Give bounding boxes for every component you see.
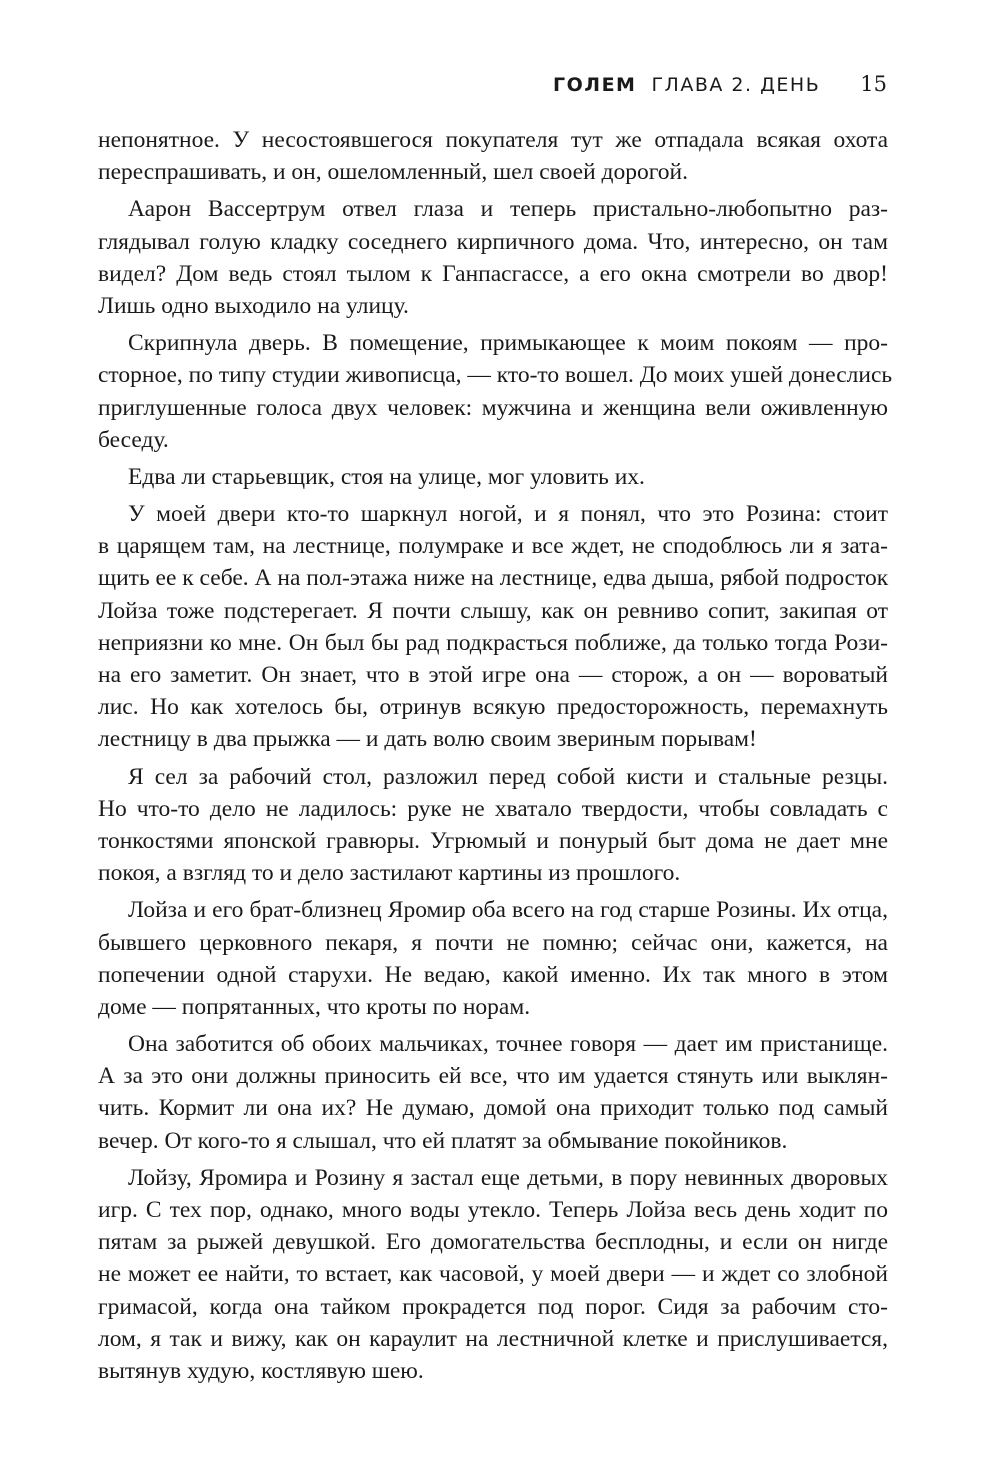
book-title: ГОЛЕМ (553, 74, 637, 96)
text-line: пятам за рыжей девушкой. Его домогательства бесплодны, и если он нигде (98, 1229, 888, 1256)
text-line: не может ее найти, то встает, как часовой, у моей двери — и ждет со злобной (98, 1261, 888, 1288)
text-line: Лойзу, Яромира и Розину я застал еще детьми, в пору невинных дворовых (128, 1164, 888, 1191)
text-line: Лойза и его брат-близнец Яромир оба всего на год старше Розины. Их отца, (128, 897, 888, 924)
text-line: видел? Дом ведь стоял тылом к Ганпасгассе, а его окна смотрели во двор! (98, 260, 888, 287)
text-line: лом, я так и вижу, как он караулит на лестничной клетке и прислушивается, (98, 1325, 888, 1352)
text-line: Едва ли старьевщик, стоя на улице, мог уловить их. (128, 463, 645, 490)
running-header (553, 72, 887, 102)
text-line: приглушенные голоса двух человек: мужчина и женщина вели оживленную (98, 394, 888, 421)
text-line: Но что-то дело не ладилось: руке не хватало твердости, чтобы совладать с (98, 795, 888, 822)
text-line: бывшего церковного пекаря, я почти не помню; сейчас они, кажется, на (98, 929, 888, 956)
text-line: игр. С тех пор, однако, много воды утекло. Теперь Лойза весь день ходит по (98, 1197, 888, 1223)
paragraph (98, 193, 888, 322)
text-line: У моей двери кто-то шаркнул ногой, и я понял, что это Розина: стоит (128, 501, 888, 528)
paragraph (98, 327, 893, 456)
text-line: щить ее к себе. А на пол-этажа ниже на лестнице, едва дыша, рябой подросток (98, 565, 889, 592)
text-line: Аарон Вассертрум отвел глаза и теперь пристально-любопытно раз- (128, 196, 888, 223)
text-line: переспрашивать, и он, ошеломленный, шел своей дорогой. (98, 159, 688, 186)
text-line: Лойза тоже подстерегает. Я почти слышу, как он ревниво сопит, закипая от (98, 597, 888, 624)
text-line: гримасой, когда она тайком прокрадется под порог. Сидя за рабочим сто- (98, 1293, 888, 1320)
body-text (98, 124, 893, 1387)
text-line: лестницу в два прыжка — и дать волю своим звериным порывам! (98, 726, 757, 753)
text-line: Лишь одно выходило на улицу. (98, 292, 409, 319)
text-line: чить. Кормит ли она их? Не думаю, домой она приходит только под самый (98, 1095, 888, 1122)
text-line: в царящем там, на лестнице, полумраке и все ждет, не сподоблюсь ли я зата- (98, 533, 888, 560)
text-line: покоя, а взгляд то и дело застилают картины из прошлого. (98, 860, 681, 887)
text-line: доме — попрятанных, что кроты по норам. (98, 993, 531, 1020)
text-line: попечении одной старухи. Не ведаю, какой именно. Их так много в этом (98, 961, 888, 988)
text-line: сторное, по типу студии живописца, — кто-то вошел. До моих ушей донеслись (98, 362, 893, 389)
text-line: на его заметит. Он знает, что в этой игре она — сторож, а он — вороватый (98, 662, 888, 688)
text-line: тонкостями японской гравюры. Угрюмый и понурый быт дома не дает мне (98, 827, 888, 854)
text-line: вытянув худую, костлявую шею. (98, 1357, 424, 1384)
paragraph (98, 498, 888, 756)
text-line: А за это они должны приносить ей все, что им удается стянуть или выклян- (98, 1063, 888, 1090)
text-line: Она заботится об обоих мальчиках, точнее говоря — дает им пристанище. (128, 1031, 888, 1058)
text-line: глядывал голую кладку соседнего кирпичного дома. Что, интересно, он там (98, 228, 888, 255)
text-line: непонятное. У несостоявшегося покупателя тут же отпадала всякая охота (98, 127, 888, 153)
paragraph (98, 461, 888, 493)
text-line: Я сел за рабочий стол, разложил перед собой кисти и стальные резцы. (128, 763, 888, 790)
text-line: беседу. (98, 426, 169, 453)
chapter-title: ГЛАВА 2. ДЕНЬ (651, 74, 821, 96)
text-line: Скрипнула дверь. В помещение, примыкающее к моим покоям — про- (128, 330, 888, 357)
text-line: вечер. От кого-то я слышал, что ей платят за обмывание покойников. (98, 1127, 788, 1154)
paragraph (98, 124, 888, 188)
paragraph (98, 1028, 888, 1157)
paragraph (98, 894, 888, 1023)
text-line: неприязни ко мне. Он был бы рад подкрасться поближе, да только тогда Рози- (98, 629, 888, 656)
text-line: лис. Но как хотелось бы, отринув всякую предосторожность, перемахнуть (98, 694, 888, 721)
paragraph (98, 761, 888, 890)
paragraph (98, 1162, 888, 1387)
page-number: 15 (860, 72, 887, 96)
